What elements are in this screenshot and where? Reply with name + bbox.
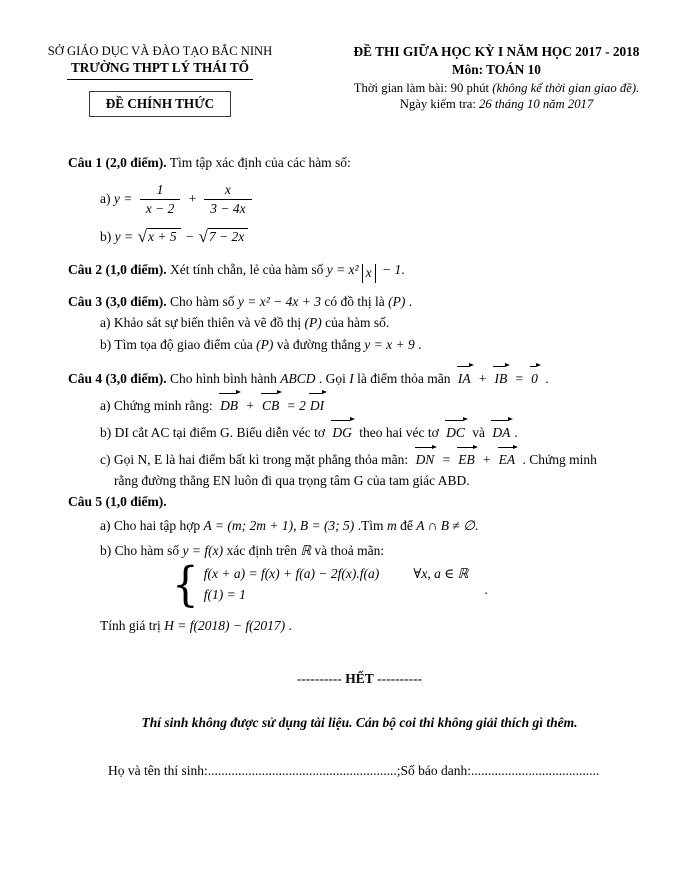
question-4-part-a <box>68 389 651 415</box>
math-run: − <box>181 228 198 244</box>
text-run: là điểm thỏa mãn <box>353 370 454 386</box>
fraction-denominator: 3 − 4x <box>210 201 246 217</box>
vector-letters: EB <box>458 452 475 468</box>
text-run: .Tìm <box>354 517 387 533</box>
radicand: 7 − 2x <box>208 228 248 244</box>
exam-subject: Môn: TOÁN 10 <box>452 62 541 77</box>
vector-letters: CB <box>261 397 280 413</box>
math-run: y = <box>113 190 136 206</box>
candidate-info-line <box>108 763 623 779</box>
question-5-heading <box>68 492 651 511</box>
radical <box>137 227 180 246</box>
text-run: . Chứng minh <box>519 452 597 468</box>
fraction-numerator: x <box>204 182 251 200</box>
text-run: . <box>405 294 413 310</box>
text-run: có đồ thị là <box>321 294 389 310</box>
text-run: và thoả mãn: <box>311 542 385 558</box>
math-run: A ∩ B ≠ ∅ <box>416 517 475 533</box>
text-run: a) <box>100 190 114 206</box>
date-value: 26 tháng 10 năm 2017 <box>479 97 594 111</box>
question-3-heading <box>68 292 651 311</box>
exam-duration <box>320 81 673 96</box>
fraction <box>137 182 184 217</box>
exam-body <box>0 117 681 779</box>
bold-text-run: Câu 2 (1,0 điểm). <box>68 261 167 277</box>
question-3-part-b <box>68 335 651 354</box>
vector-notation <box>456 369 473 388</box>
candidate-name-label: Họ và tên thí sinh: <box>108 763 208 779</box>
math-run: y = x + 9 <box>364 336 415 352</box>
radical-sign: √ <box>137 226 147 246</box>
bold-text-run: Câu 3 (3,0 điểm). <box>68 294 167 310</box>
text-run: để <box>396 517 417 533</box>
vector-letters: DB <box>220 397 239 413</box>
school-department: SỞ GIÁO DỤC VÀ ĐÀO TẠO BẮC NINH <box>47 44 273 58</box>
vector-notation <box>529 369 540 388</box>
text-run: . <box>514 424 518 440</box>
bold-text-run: Câu 5 (1,0 điểm). <box>68 494 167 510</box>
math-run: f(x + a) = f(x) + f(a) − 2f(x).f(a) <box>203 565 380 581</box>
text-run: và đường thẳng <box>273 336 365 352</box>
question-3-part-a <box>68 313 651 332</box>
math-run: (P) <box>304 315 322 331</box>
text-run: ---------- <box>373 671 423 687</box>
text-run: Xét tính chẵn, lẻ của hàm số <box>166 261 327 277</box>
fraction-numerator: 1 <box>140 182 181 200</box>
text-run: . <box>474 517 479 533</box>
system-brace: { <box>172 556 199 612</box>
math-run: ℝ <box>300 542 312 558</box>
duration-label: Thời gian làm bài: 90 phút <box>353 81 493 95</box>
system-body <box>204 564 469 606</box>
question-4-heading <box>68 362 651 388</box>
vector-letters: IA <box>457 370 471 386</box>
math-run: A = (m; 2m + 1), B = (3; 5) <box>203 517 355 533</box>
vector-notation <box>260 396 281 415</box>
vector-letters: EA <box>498 452 516 468</box>
official-exam-box: ĐỀ CHÍNH THỨC <box>89 91 231 117</box>
vector-letters: DN <box>415 452 435 468</box>
vector-notation <box>414 450 437 469</box>
text-run: và <box>468 424 489 440</box>
text-run: Cho hàm số <box>166 294 238 310</box>
system-row-2 <box>204 585 469 606</box>
text-run: . <box>401 261 405 277</box>
text-run: b) Tìm tọa độ giao điểm của <box>100 336 257 352</box>
text-run: c) Gọi N, E là hai điểm bất kì trong mặt phẳng thỏa mãn: <box>100 452 412 468</box>
text-run: b) <box>100 228 115 244</box>
math-run: (P) <box>388 294 406 310</box>
question-4-part-b <box>68 416 651 442</box>
vector-notation <box>456 450 477 469</box>
math-run: + <box>184 190 201 206</box>
absolute-value: x <box>362 264 376 284</box>
math-run: − 1 <box>378 261 402 277</box>
candidate-number-label: ;Số báo danh: <box>396 763 471 779</box>
text-run: a) Cho hai tập hợp <box>100 517 204 533</box>
text-run: . <box>414 336 422 352</box>
question-5-part-a <box>68 516 651 535</box>
exam-title: ĐỀ THI GIỮA HỌC KỲ I NĂM HỌC 2017 - 2018 <box>353 44 640 59</box>
vector-letters: DG <box>332 424 352 440</box>
question-4-part-c <box>68 443 651 469</box>
vector-notation <box>330 423 354 442</box>
vector-notation <box>497 450 518 469</box>
math-run: ∀x, a ∈ ℝ <box>413 565 469 581</box>
text-run: của hàm số. <box>321 315 390 331</box>
bold-text-run: Câu 4 (3,0 điểm). <box>68 370 167 386</box>
fraction-denominator: x − 2 <box>145 201 175 217</box>
vector-letters: DA <box>492 424 511 440</box>
math-run: + <box>478 452 495 468</box>
text-run: . Gọi <box>315 370 350 386</box>
text-run: rằng đường thẳng EN luôn đi qua trọng tâm G của tam giác ABD. <box>114 473 470 489</box>
vector-notation <box>492 369 509 388</box>
system-row-1 <box>204 564 469 585</box>
math-run: = <box>438 452 455 468</box>
vector-letters: DC <box>446 424 465 440</box>
vector-letters: 0 <box>531 370 538 386</box>
radical-sign: √ <box>198 226 208 246</box>
text-run: theo hai véc tơ <box>355 424 443 440</box>
text-run: . <box>541 370 549 386</box>
date-label: Ngày kiểm tra: <box>399 97 480 111</box>
math-run: y = <box>114 228 137 244</box>
duration-note: (không kể thời gian giao đề). <box>492 81 640 95</box>
vector-notation <box>218 396 240 415</box>
question-1-part-b <box>68 227 651 246</box>
math-run: ABCD <box>280 370 316 386</box>
header-left <box>0 44 320 117</box>
question-5-compute-line <box>68 616 651 635</box>
math-run: y = x² <box>326 261 359 277</box>
text-run: b) DI cắt AC tại điểm G. Biểu diễn véc tơ <box>100 424 329 440</box>
math-run: (P) <box>256 336 274 352</box>
question-5-part-b <box>68 541 651 560</box>
text-run: . <box>285 617 292 633</box>
vector-notation <box>444 423 467 442</box>
system-trailing-period: . <box>484 581 488 597</box>
bold-text-run: Câu 1 (2,0 điểm). <box>68 155 167 170</box>
text-run: Cho hình bình hành <box>166 370 281 386</box>
question-5-equation-system <box>172 556 651 612</box>
math-run: + <box>242 397 258 413</box>
question-4-part-c-continued <box>68 471 651 490</box>
fraction <box>201 182 254 217</box>
header-right <box>320 44 681 117</box>
math-run: y = x² − 4x + 3 <box>237 294 321 310</box>
vector-notation <box>308 396 326 415</box>
text-run: a) Khảo sát sự biến thiên và vẽ đồ thị <box>100 315 305 331</box>
math-run: y = f(x) <box>182 542 224 558</box>
math-run: f(1) = 1 <box>203 586 246 602</box>
exam-date <box>320 97 673 112</box>
math-run: H = f(2018) − f(2017) <box>164 617 286 633</box>
question-1-heading <box>68 153 651 172</box>
question-2-heading <box>68 260 651 284</box>
math-run: + <box>474 370 491 386</box>
candidate-number-dots: ...................................... <box>471 763 600 779</box>
vector-letters: IB <box>494 370 508 386</box>
text-run: a) Chứng minh rằng: <box>100 397 217 413</box>
end-marker <box>68 671 651 687</box>
text-run: Tính giá trị <box>100 617 165 633</box>
vector-notation <box>490 423 512 442</box>
text-run: xác định trên <box>223 542 301 558</box>
text-run: b) Cho hàm số <box>100 542 183 558</box>
bold-text-run: HẾT <box>345 671 374 687</box>
math-run: I <box>349 370 354 386</box>
math-run: m <box>386 517 397 533</box>
exam-note: Thí sinh không được sử dụng tài liệu. Cán bộ coi thi không giải thích gì thêm. <box>141 715 578 731</box>
radical <box>198 227 248 246</box>
exam-header <box>0 0 681 117</box>
text-run: Tìm tập xác định của các hàm số: <box>166 155 351 170</box>
vector-letters: DI <box>309 397 325 413</box>
question-1-part-a <box>68 182 651 217</box>
text-run: ---------- <box>296 671 346 687</box>
radicand: x + 5 <box>147 228 181 244</box>
candidate-name-dots: ........................................................ <box>207 763 397 779</box>
math-run: = 2 <box>283 397 306 413</box>
school-name: TRƯỜNG THPT LÝ THÁI TỔ <box>67 59 253 80</box>
math-run: = <box>511 370 528 386</box>
